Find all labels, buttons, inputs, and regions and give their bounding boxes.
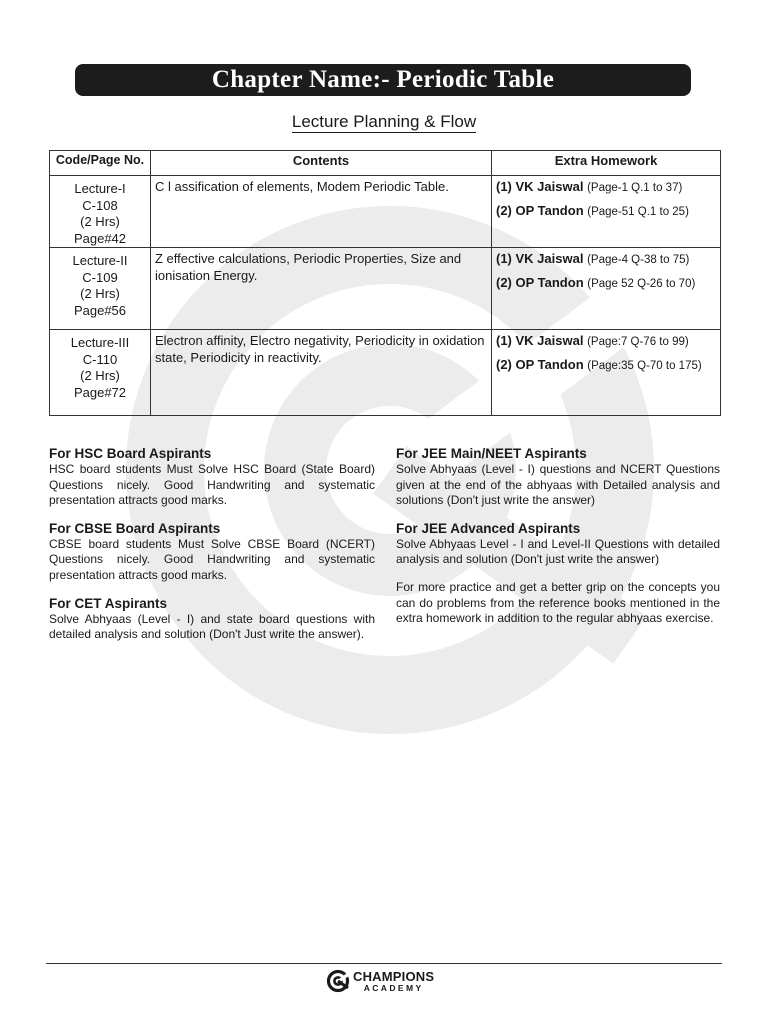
aspirants-right-column bbox=[396, 446, 720, 639]
lecture-planning-heading bbox=[0, 112, 768, 132]
homework-item bbox=[496, 203, 716, 221]
lecture-name: Lecture-I bbox=[74, 181, 126, 196]
lecture-name: Lecture-III bbox=[70, 335, 130, 350]
section-title-cet: For CET Aspirants bbox=[49, 595, 168, 611]
table-row bbox=[50, 176, 721, 248]
lecture-name: Lecture-II bbox=[72, 253, 128, 268]
chapter-title-bar bbox=[75, 64, 691, 96]
lecture-page: Page#42 bbox=[73, 230, 127, 246]
homework-cell bbox=[492, 330, 721, 416]
table-row bbox=[50, 248, 721, 330]
homework-item bbox=[496, 275, 716, 293]
homework-ref: (Page:35 Q-70 to 175) bbox=[587, 359, 702, 372]
chapter-title: Chapter Name:- Periodic Table bbox=[211, 66, 555, 93]
homework-book: (1) VK Jaiswal bbox=[496, 251, 584, 266]
column-header-contents: Contents bbox=[151, 151, 492, 176]
section-title-jee-main: For JEE Main/NEET Aspirants bbox=[396, 446, 587, 461]
section-body-jee-main: Solve Abhyaas (Level - I) questions and NCERT Questions given at the end of the abhyaas with Detailed analysis and solutions (Don't just write the answer) bbox=[396, 462, 720, 508]
homework-book: (1) VK Jaiswal bbox=[496, 179, 584, 194]
lecture-plan-table bbox=[49, 150, 721, 416]
lecture-duration: (2 Hrs) bbox=[80, 286, 120, 301]
section-title-hsc: For HSC Board Aspirants bbox=[49, 446, 212, 461]
aspirants-left-column bbox=[49, 446, 375, 655]
lecture-contents-cell: Electron affinity, Electro negativity, Periodicity in oxidation state, Periodicity in reactivity. bbox=[151, 330, 492, 416]
column-header-homework: Extra Homework bbox=[492, 151, 721, 176]
table-row bbox=[50, 330, 721, 416]
lecture-planning-heading-text: Lecture Planning & Flow bbox=[291, 112, 477, 131]
homework-item bbox=[496, 357, 716, 375]
footer-divider bbox=[46, 963, 722, 964]
lecture-page: Page#56 bbox=[73, 302, 127, 318]
homework-ref: (Page:7 Q-76 to 99) bbox=[587, 336, 689, 348]
homework-item bbox=[496, 251, 716, 269]
lecture-code: C-110 bbox=[82, 351, 118, 367]
column-header-code: Code/Page No. bbox=[50, 151, 151, 176]
lecture-duration: (2 Hrs) bbox=[80, 214, 120, 229]
lecture-code-cell bbox=[50, 330, 151, 416]
homework-ref: (Page-51 Q.1 to 25) bbox=[587, 205, 689, 218]
champions-logo-icon bbox=[326, 969, 350, 993]
section-body-jee-advanced: Solve Abhyaas Level - I and Level-II Questions with detailed analysis and solution (Don't just write the answer) bbox=[396, 536, 720, 567]
lecture-duration: (2 Hrs) bbox=[80, 368, 120, 383]
homework-book: (1) VK Jaiswal bbox=[496, 333, 584, 348]
section-body-hsc: HSC board students Must Solve HSC Board (State Board) Questions nicely. Good Handwriting and systematic presentation attracts good marks. bbox=[49, 462, 375, 508]
lecture-contents-cell: C l assification of elements, Modem Periodic Table. bbox=[151, 176, 492, 248]
lecture-page: Page#72 bbox=[73, 384, 127, 400]
homework-item bbox=[496, 333, 716, 351]
homework-ref: (Page-4 Q-38 to 75) bbox=[587, 254, 690, 266]
logo-subtitle: ACADEMY bbox=[363, 982, 424, 993]
homework-item bbox=[496, 179, 716, 197]
homework-ref: (Page-1 Q.1 to 37) bbox=[587, 182, 683, 194]
lecture-code: C-109 bbox=[82, 269, 118, 285]
logo-name: CHAMPIONS bbox=[353, 968, 435, 984]
homework-book: (2) OP Tandon bbox=[496, 202, 584, 218]
section-body-cet: Solve Abhyaas (Level - I) and state board questions with detailed analysis and solution (Don't Just write the answer). bbox=[49, 611, 375, 642]
lecture-code-cell bbox=[50, 176, 151, 248]
table-header-row bbox=[50, 151, 721, 176]
homework-cell bbox=[492, 248, 721, 330]
lecture-contents-cell: Z effective calculations, Periodic Properties, Size and ionisation Energy. bbox=[151, 248, 492, 330]
champions-academy-logo bbox=[326, 968, 434, 994]
logo-text bbox=[353, 970, 434, 993]
homework-cell bbox=[492, 176, 721, 248]
lecture-code-cell bbox=[50, 248, 151, 330]
homework-book: (2) OP Tandon bbox=[496, 356, 584, 372]
practice-note: For more practice and get a better grip on the concepts you can do problems from the reference books mentioned in the extra homework in addition to the regular abhyaas exercise. bbox=[396, 579, 720, 626]
homework-ref: (Page 52 Q-26 to 70) bbox=[587, 277, 696, 290]
homework-book: (2) OP Tandon bbox=[496, 274, 584, 290]
lecture-code: C-108 bbox=[82, 197, 118, 213]
section-body-cbse: CBSE board students Must Solve CBSE Board (NCERT) Questions nicely. Good Handwriting and systematic presentation attracts good marks. bbox=[49, 536, 375, 582]
section-title-jee-advanced: For JEE Advanced Aspirants bbox=[396, 520, 581, 536]
section-title-cbse: For CBSE Board Aspirants bbox=[49, 520, 221, 536]
